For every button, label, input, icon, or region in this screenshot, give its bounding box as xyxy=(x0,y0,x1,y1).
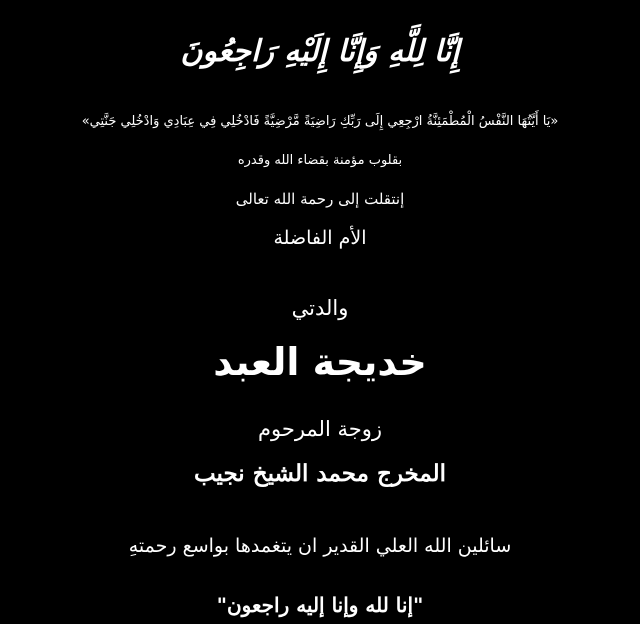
calligraphy-header: إِنَّا لِلَّهِ وَإِنَّا إِلَيْهِ رَاجِعُونَ xyxy=(180,34,460,69)
prayer-line: سائلين الله العلي القدير ان يتغمدها بواسع رحمتهِ xyxy=(128,535,512,557)
honorific-title: الأم الفاضلة xyxy=(273,227,367,249)
passed-away-line: إنتقلت إلى رحمة الله تعالى xyxy=(235,190,405,208)
relation-line: والدتي xyxy=(291,296,349,320)
faith-line: بقلوب مؤمنة بقضاء الله وقدره xyxy=(237,153,403,168)
deceased-name: خديجة العبد xyxy=(213,340,427,384)
quran-verse: «يَا أَيَّتُهَا النَّفْسُ الْمُطْمَئِنَّةُ ارْجِعِي إِلَى رَبِّكِ رَاضِيَةً مَّرْضِيَّةً فَادْخُلِي فِي عِبَادِي وَادْخُلِي جَنَّتِي» xyxy=(81,114,559,129)
closing-phrase: "إنا لله وإنا إليه راجعون" xyxy=(216,593,424,617)
wife-of-line: زوجة المرحوم xyxy=(258,417,382,441)
husband-name: المخرج محمد الشيخ نجيب xyxy=(193,460,447,487)
